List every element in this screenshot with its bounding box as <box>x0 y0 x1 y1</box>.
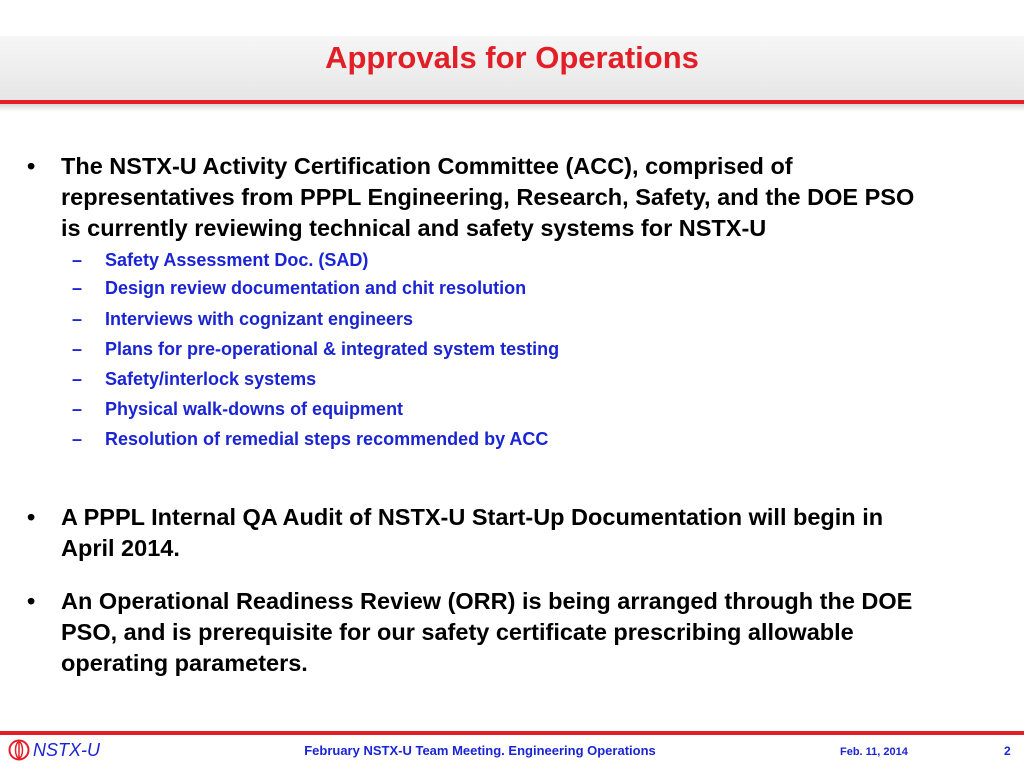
bullet-text <box>61 502 993 564</box>
bullet-text <box>61 586 993 679</box>
bullet-line: April 2014. <box>61 535 180 561</box>
sub-marker: – <box>72 278 83 298</box>
sub-item-text: Physical walk-downs of equipment <box>105 399 404 419</box>
sub-marker: – <box>72 399 83 419</box>
nstx-logo-icon <box>8 739 30 761</box>
page-number: 2 <box>1004 744 1011 758</box>
footer-logo <box>8 738 100 762</box>
bullet-marker: • <box>27 504 36 530</box>
sub-item-text: Safety Assessment Doc. (SAD) <box>105 250 369 270</box>
sub-item-text: Design review documentation and chit resolution <box>105 278 527 298</box>
bullet-line: operating parameters. <box>61 650 308 676</box>
sub-marker: – <box>72 429 83 449</box>
sub-item-text: Interviews with cognizant engineers <box>105 309 414 329</box>
footer-meeting-title: February NSTX-U Team Meeting. Engineering Operations <box>304 743 656 758</box>
sub-marker: – <box>72 369 83 389</box>
bullet-line: A PPPL Internal QA Audit of NSTX-U Start-Up Documentation will begin in <box>61 504 884 530</box>
sub-marker: – <box>72 250 83 270</box>
sub-item-text: Resolution of remedial steps recommended by ACC <box>105 429 549 449</box>
sub-item-text: Safety/interlock systems <box>105 369 317 389</box>
title-shadow <box>0 104 1024 112</box>
bullet-line: representatives from PPPL Engineering, Research, Safety, and the DOE PSO <box>61 184 915 210</box>
bullet-line: An Operational Readiness Review (ORR) is being arranged through the DOE <box>61 588 913 614</box>
bullet-marker: • <box>27 153 36 179</box>
sub-item-text: Plans for pre-operational & integrated system testing <box>105 339 560 359</box>
footer-divider <box>0 731 1024 735</box>
bullet-text <box>61 151 993 244</box>
bullet-line: PSO, and is prerequisite for our safety certificate prescribing allowable <box>61 619 854 645</box>
bullet-line: The NSTX-U Activity Certification Committee (ACC), comprised of <box>61 153 793 179</box>
slide-title: Approvals for Operations <box>325 40 699 75</box>
bullet-line: is currently reviewing technical and safety systems for NSTX-U <box>61 215 767 241</box>
bullet-marker: • <box>27 588 36 614</box>
footer-date: Feb. 11, 2014 <box>840 746 908 758</box>
logo-text: NSTX-U <box>33 739 100 760</box>
sub-marker: – <box>72 309 83 329</box>
sub-marker: – <box>72 339 83 359</box>
